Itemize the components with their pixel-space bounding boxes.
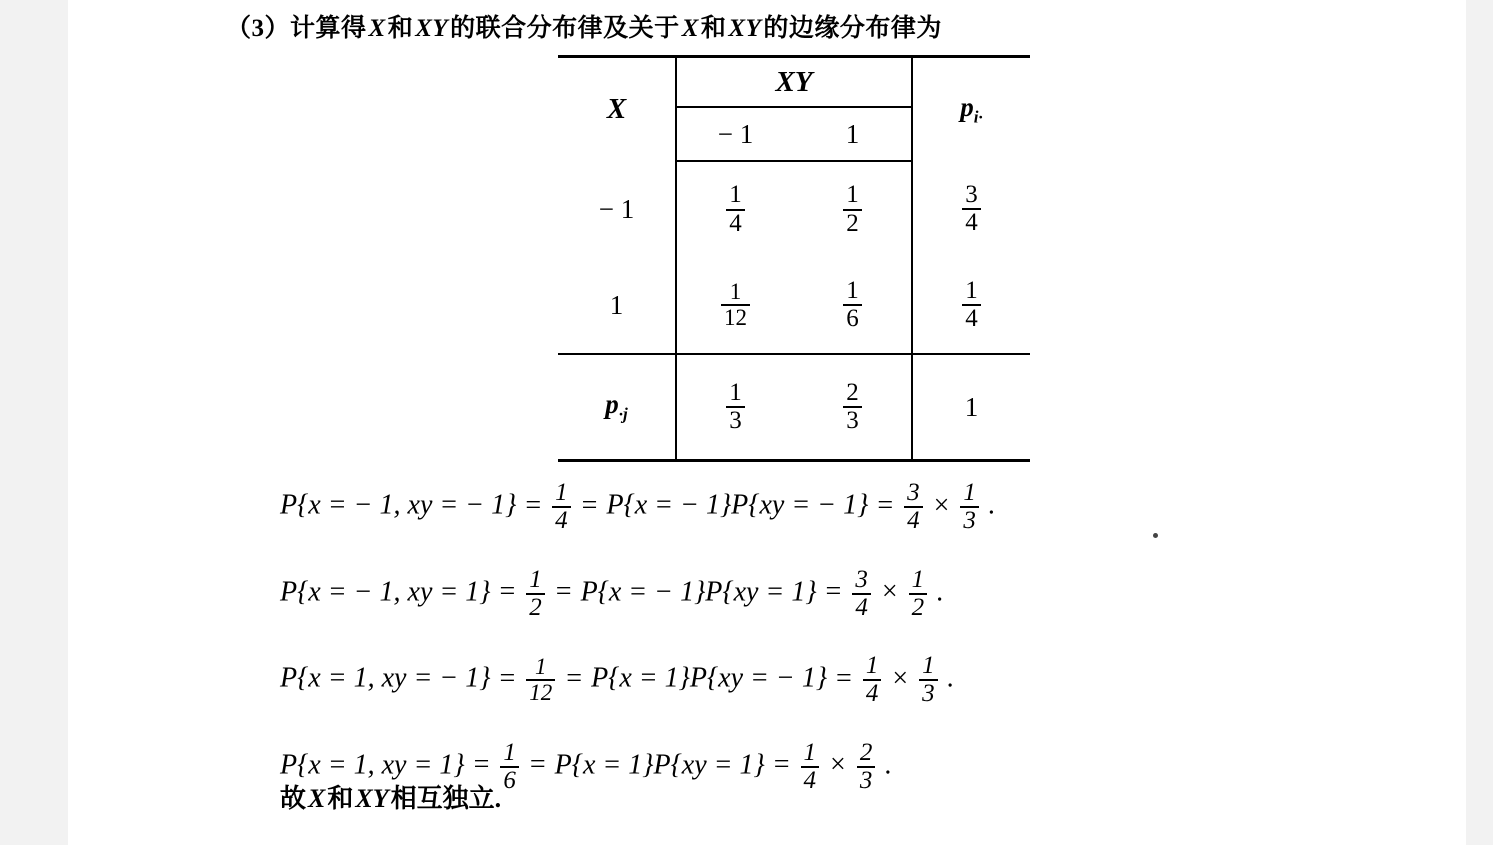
frac-den: 4 xyxy=(803,766,817,794)
table-row-label-1: 1 xyxy=(558,257,676,354)
cell-den: 4 xyxy=(729,209,742,237)
intro-mid2: 的联合分布律及关于 xyxy=(450,15,680,42)
eq1-frac-3 xyxy=(960,480,979,535)
frac-num: 2 xyxy=(857,740,876,768)
eq4-equals-3: = xyxy=(773,749,790,781)
eq3-times: × xyxy=(892,662,909,694)
conclusion-line xyxy=(280,778,501,815)
intro-line xyxy=(226,8,942,44)
conclusion-suffix: 相互独立. xyxy=(390,784,502,813)
eq2-times: × xyxy=(881,576,898,608)
frac-den: 4 xyxy=(855,593,868,621)
table-row-label-neg1: − 1 xyxy=(558,161,676,257)
equation-list xyxy=(280,480,1380,826)
table-margin-row xyxy=(558,354,1030,461)
joint-distribution-table-wrapper xyxy=(558,55,1030,462)
eq2-lhs: P{x = − 1, xy = 1} xyxy=(280,576,491,608)
frac-den: 3 xyxy=(922,680,935,708)
eq2-frac-3 xyxy=(909,567,928,622)
cell-num: 1 xyxy=(843,278,862,306)
intro-var-xy2: XY xyxy=(728,15,762,42)
eq4-equals-1: = xyxy=(473,749,490,781)
frac-den: 6 xyxy=(503,766,516,794)
table-row-margin-1 xyxy=(912,257,1030,354)
eq4-equals-2: = xyxy=(529,749,546,781)
frac-num: 1 xyxy=(526,655,555,681)
cell-den: 3 xyxy=(729,407,742,434)
eq4-frac-1 xyxy=(500,740,519,795)
eq3-equals-1: = xyxy=(499,662,516,694)
row-margin-p: p xyxy=(960,91,974,122)
equation-row-3 xyxy=(280,653,1380,708)
eq1-equals-2: = xyxy=(581,489,598,521)
frac-num: 1 xyxy=(863,653,882,681)
col-margin-sub: ·j xyxy=(618,404,628,424)
conclusion-var-xy: XY xyxy=(355,784,389,813)
cell-den: 2 xyxy=(846,209,859,237)
eq2-equals-2: = xyxy=(555,576,572,608)
frac-num: 1 xyxy=(801,740,820,768)
table-row xyxy=(558,161,1030,257)
cell-num: 1 xyxy=(721,280,750,306)
eq3-equals-2: = xyxy=(566,662,583,694)
eq1-lhs: P{x = − 1, xy = − 1} xyxy=(280,489,517,521)
table-colgroup-label: XY xyxy=(676,57,912,108)
eq3-mid: P{x = 1}P{xy = − 1} xyxy=(591,662,828,694)
frac-num: 1 xyxy=(919,653,938,681)
frac-den: 2 xyxy=(529,593,542,621)
scan-artifact-dot xyxy=(1153,533,1158,538)
frac-num: 1 xyxy=(500,740,519,768)
intro-suffix: 的边缘分布律为 xyxy=(763,15,942,42)
eq3-frac-1 xyxy=(526,655,555,705)
eq4-mid: P{x = 1}P{xy = 1} xyxy=(554,749,765,781)
eq3-lhs: P{x = 1, xy = − 1} xyxy=(280,662,491,694)
cell-num: 1 xyxy=(726,182,745,210)
joint-distribution-table xyxy=(558,55,1030,462)
table-col-header-neg1: − 1 xyxy=(676,107,794,161)
eq3-period: . xyxy=(946,662,954,694)
frac-num: 1 xyxy=(552,480,571,508)
cell-num: 3 xyxy=(962,182,981,210)
table-col-margin-neg1 xyxy=(676,354,794,461)
eq1-period: . xyxy=(987,489,995,521)
cell-den: 6 xyxy=(846,305,859,332)
eq1-equals-3: = xyxy=(877,489,894,521)
eq1-frac-1 xyxy=(552,480,571,535)
eq3-frac-2 xyxy=(863,653,882,708)
eq3-frac-3 xyxy=(919,653,938,708)
cell-den: 3 xyxy=(846,407,859,434)
eq2-mid: P{x = − 1}P{xy = 1} xyxy=(580,576,817,608)
eq2-period: . xyxy=(936,576,944,608)
eq4-times: × xyxy=(830,749,846,781)
frac-den: 3 xyxy=(963,507,976,535)
eq2-equals-3: = xyxy=(825,576,842,608)
frac-den: 3 xyxy=(859,766,873,794)
eq4-frac-2 xyxy=(801,740,820,795)
table-row-margin-header xyxy=(912,57,1030,162)
row-margin-sub: i· xyxy=(973,107,983,127)
eq1-mid: P{x = − 1}P{xy = − 1} xyxy=(606,489,869,521)
equation-row-1 xyxy=(280,480,1380,535)
frac-den: 2 xyxy=(911,593,925,621)
cell-num: 1 xyxy=(843,182,862,210)
table-col-margin-header xyxy=(558,354,676,461)
conclusion-prefix: 故 xyxy=(280,784,307,813)
intro-mid1: 和 xyxy=(387,15,414,42)
table-cell-1-1 xyxy=(794,257,912,354)
intro-mid3: 和 xyxy=(700,15,727,42)
table-corner-label: X xyxy=(558,57,676,162)
conclusion-var-x: X xyxy=(308,784,326,813)
cell-den: 4 xyxy=(965,305,978,332)
table-total: 1 xyxy=(912,354,1030,461)
equation-row-2 xyxy=(280,567,1380,622)
eq1-frac-2 xyxy=(904,480,923,535)
cell-den: 4 xyxy=(965,209,978,236)
eq1-equals-1: = xyxy=(525,489,542,521)
eq4-lhs: P{x = 1, xy = 1} xyxy=(280,749,465,781)
intro-prefix: （3）计算得 xyxy=(226,15,367,42)
table-cell-1-neg1 xyxy=(676,257,794,354)
frac-num: 1 xyxy=(960,480,979,508)
page-sheet xyxy=(68,0,1466,845)
cell-den: 12 xyxy=(724,305,747,330)
frac-num: 1 xyxy=(909,567,928,595)
intro-var-x1: X xyxy=(368,15,386,42)
eq2-frac-2 xyxy=(852,567,871,622)
conclusion-mid: 和 xyxy=(327,784,354,813)
table-col-margin-1 xyxy=(794,354,912,461)
table-col-header-1: 1 xyxy=(794,107,912,161)
intro-var-x2: X xyxy=(681,15,699,42)
frac-den: 12 xyxy=(529,680,553,706)
frac-num: 3 xyxy=(904,480,923,508)
document-content xyxy=(68,0,1466,845)
frac-den: 4 xyxy=(907,507,920,535)
frac-num: 3 xyxy=(852,567,871,595)
intro-var-xy1: XY xyxy=(415,15,449,42)
eq1-times: × xyxy=(933,489,950,521)
table-cell-neg1-neg1 xyxy=(676,161,794,257)
frac-den: 4 xyxy=(555,507,568,535)
cell-num: 1 xyxy=(726,380,745,408)
eq2-equals-1: = xyxy=(499,576,516,608)
cell-num: 2 xyxy=(843,380,862,408)
frac-num: 1 xyxy=(526,567,545,595)
table-row-margin-neg1 xyxy=(912,161,1030,257)
frac-den: 4 xyxy=(865,680,879,708)
table-row xyxy=(558,257,1030,354)
col-margin-p: p xyxy=(605,389,619,420)
eq2-frac-1 xyxy=(526,567,545,622)
eq4-period: . xyxy=(884,749,892,781)
eq3-equals-3: = xyxy=(836,662,852,694)
cell-num: 1 xyxy=(962,278,981,306)
table-cell-neg1-1 xyxy=(794,161,912,257)
table-header-row-group xyxy=(558,57,1030,108)
eq4-frac-3 xyxy=(857,740,876,795)
